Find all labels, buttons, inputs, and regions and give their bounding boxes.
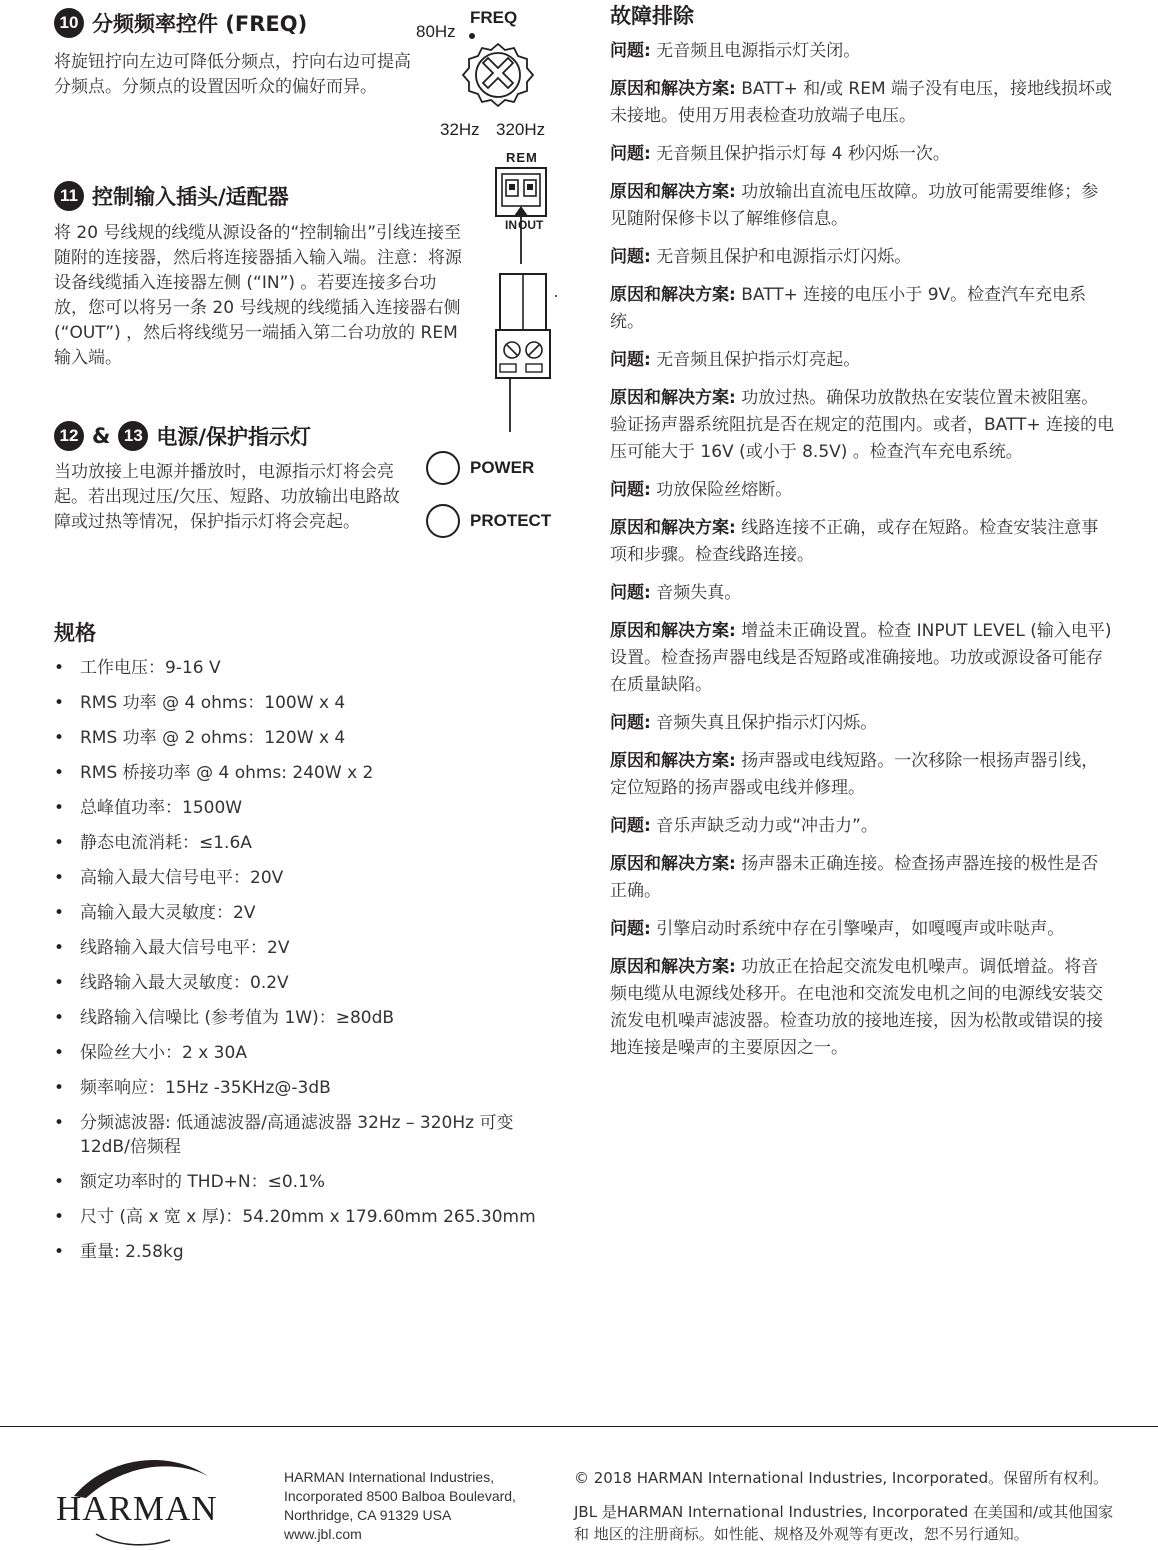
spec-item: • RMS 功率 @ 4 ohms：100W x 4 <box>54 691 554 715</box>
troubleshooting-problem <box>610 710 1115 737</box>
problem-label: 问题: <box>610 919 651 939</box>
knob-label-80hz: 80Hz <box>416 22 456 41</box>
problem-text: 音频失真。 <box>650 583 742 603</box>
website-link[interactable]: www.jbl.com <box>284 1526 362 1542</box>
troubleshooting-solution <box>610 282 1115 336</box>
spec-item: • 分频滤波器: 低通滤波器/高通滤波器 32Hz – 320Hz 可变 12dB/倍频程 <box>54 1111 554 1159</box>
problem-text: 引擎启动时系统中存在引擎噪声，如嘎嘎声或咔哒声。 <box>650 919 1065 939</box>
spec-item: • 高输入最大灵敏度：2V <box>54 901 554 925</box>
harman-logo-text: HARMAN <box>56 1489 218 1528</box>
indicator-heading <box>54 421 311 451</box>
troubleshooting-problem <box>610 813 1115 840</box>
solution-text: 增益未正确设置。检查 INPUT LEVEL (输入电平) 设置。检查扬声器电线是否短路或准确接地。功放或源设备可能存在质量缺陷。 <box>610 621 1112 695</box>
freq-heading <box>54 8 307 38</box>
solution-label: 原因和解决方案: <box>610 182 736 202</box>
spec-item: • 线路输入最大信号电平：2V <box>54 936 554 960</box>
footer-address <box>284 1468 554 1544</box>
troubleshooting-problem <box>610 580 1115 607</box>
connector-label-rem: REM <box>506 150 538 165</box>
solution-text: 扬声器未正确连接。检查扬声器连接的极性是否正确。 <box>610 854 1099 901</box>
spec-item: • 静态电流消耗：≤1.6A <box>54 831 554 855</box>
troubleshooting-problem <box>610 916 1115 943</box>
protect-indicator <box>426 504 551 538</box>
address-line: Northridge, CA 91329 USA <box>284 1507 452 1523</box>
rem-connector-icon <box>490 164 560 434</box>
troubleshooting-solution <box>610 618 1115 699</box>
address-line: HARMAN International Industries, <box>284 1469 495 1485</box>
problem-text: 功放保险丝熔断。 <box>650 480 793 500</box>
solution-text: 功放正在拾起交流发电机噪声。调低增益。将音频电缆从电源线处移开。在电池和交流发电机之间的电源线安装交流发电机噪声滤波器。检查功放的接地连接，因为松散或错误的接地连接是噪声的主要原因之一。 <box>610 957 1103 1058</box>
solution-text: BATT+ 连接的电压小于 9V。检查汽车充电系统。 <box>610 285 1087 332</box>
solution-label: 原因和解决方案: <box>610 751 736 771</box>
address-line: Incorporated 8500 Balboa Boulevard, <box>284 1488 516 1504</box>
troubleshooting-solution <box>610 954 1115 1062</box>
power-led-icon <box>426 451 460 485</box>
problem-text: 无音频且电源指示灯关闭。 <box>650 41 861 61</box>
section-number-10: 10 <box>54 8 84 38</box>
spec-item: • 线路输入信噪比 (参考值为 1W)：≥80dB <box>54 1006 554 1030</box>
problem-label: 问题: <box>610 350 651 370</box>
problem-label: 问题: <box>610 713 651 733</box>
spec-item: • 总峰值功率：1500W <box>54 796 554 820</box>
spec-item: • 高输入最大信号电平：20V <box>54 866 554 890</box>
problem-text: 无音频且保护和电源指示灯闪烁。 <box>650 247 912 267</box>
section-number-13: 13 <box>118 421 148 451</box>
connector-label-out: OUT <box>518 218 544 232</box>
harman-logo-icon <box>56 1452 232 1550</box>
troubleshooting-solution <box>610 748 1115 802</box>
indicator-title: 电源/保护指示灯 <box>156 425 311 449</box>
solution-label: 原因和解决方案: <box>610 388 736 408</box>
troubleshooting-problem <box>610 141 1115 168</box>
solution-text: BATT+ 和/或 REM 端子没有电压，接地线损坏或未接地。使用万用表检查功放端子电压。 <box>610 79 1113 126</box>
spec-item: • RMS 桥接功率 @ 4 ohms: 240W x 2 <box>54 761 554 785</box>
spec-item: • 线路输入最大灵敏度：0.2V <box>54 971 554 995</box>
troubleshooting-solution <box>610 76 1115 130</box>
problem-label: 问题: <box>610 247 651 267</box>
specs-list <box>54 656 554 1275</box>
freq-description: 将旋钮拧向左边可降低分频点，拧向右边可提高分频点。分频点的设置因听众的偏好而异。 <box>54 52 411 97</box>
troubleshooting-solution <box>610 179 1115 233</box>
troubleshooting-solution <box>610 385 1115 466</box>
troubleshooting-list <box>610 38 1115 1073</box>
section-number-11: 11 <box>54 181 84 211</box>
problem-label: 问题: <box>610 41 651 61</box>
solution-label: 原因和解决方案: <box>610 79 736 99</box>
knob-label-freq: FREQ <box>470 8 518 27</box>
rem-title: 控制输入插头/适配器 <box>92 185 289 209</box>
knob-label-32hz: 32Hz <box>440 120 480 139</box>
solution-text: 扬声器或电线短路。一次移除一根扬声器引线，定位短路的扬声器或电线并修理。 <box>610 751 1099 798</box>
spec-item: • 保险丝大小：2 x 30A <box>54 1041 554 1065</box>
spec-item: • 重量: 2.58kg <box>54 1240 554 1264</box>
problem-label: 问题: <box>610 816 651 836</box>
troubleshooting-title: 故障排除 <box>610 4 694 28</box>
knob-label-320hz: 320Hz <box>496 120 546 139</box>
section-ampersand: & <box>92 424 111 448</box>
troubleshooting-problem <box>610 38 1115 65</box>
freq-title: 分频频率控件 (FREQ) <box>92 12 308 36</box>
solution-text: 线路连接不正确，或存在短路。检查安装注意事项和步骤。检查线路连接。 <box>610 518 1099 565</box>
problem-label: 问题: <box>610 144 651 164</box>
troubleshooting-solution <box>610 515 1115 569</box>
freq-knob-icon[interactable] <box>450 30 546 122</box>
rem-description: 将 20 号线规的线缆从源设备的“控制输出”引线连接至随附的连接器，然后将连接器插入输入端。注意：将源设备线缆插入连接器左侧 (“IN”) 。若要连接多台功放，您可以将另一条 20 号线规的线缆插入连接器右侧 (“OUT”) ，然后将线缆另一端插入第二台功放的 REM 输入端。 <box>54 223 462 368</box>
troubleshooting-problem <box>610 477 1115 504</box>
solution-text: 功放过热。确保功放散热在安装位置未被阻塞。验证扬声器系统阻抗是否在规定的范围内。或者，BATT+ 连接的电压可能大于 16V (或小于 8.5V) 。检查汽车充电系统。 <box>610 388 1115 462</box>
spec-item: • 工作电压：9-16 V <box>54 656 554 680</box>
problem-label: 问题: <box>610 480 651 500</box>
indicator-description: 当功放接上电源并播放时，电源指示灯将会亮起。若出现过压/欠压、短路、功放输出电路故障或过热等情况，保护指示灯将会亮起。 <box>54 462 400 532</box>
problem-text: 音乐声缺乏动力或“冲击力”。 <box>650 816 878 836</box>
power-indicator <box>426 451 534 485</box>
protect-label: PROTECT <box>470 511 552 530</box>
troubleshooting-problem <box>610 347 1115 374</box>
solution-label: 原因和解决方案: <box>610 518 736 538</box>
protect-led-icon <box>426 504 460 538</box>
footer-trademark: JBL 是HARMAN International Industries, Incorporated 在美国和/或其他国家和 地区的注册商标。如性能、规格及外观等有更改，恕不另行通知。 <box>574 1503 1114 1543</box>
spec-item: • 频率响应：15Hz -35KHz@-3dB <box>54 1076 554 1100</box>
solution-label: 原因和解决方案: <box>610 854 736 874</box>
troubleshooting-problem <box>610 244 1115 271</box>
problem-text: 无音频且保护指示灯亮起。 <box>650 350 861 370</box>
solution-label: 原因和解决方案: <box>610 957 736 977</box>
problem-label: 问题: <box>610 583 651 603</box>
solution-label: 原因和解决方案: <box>610 285 736 305</box>
solution-text: 功放输出直流电压故障。功放可能需要维修；参见随附保修卡以了解维修信息。 <box>610 182 1099 229</box>
footer-divider <box>0 1426 1158 1427</box>
problem-text: 音频失真且保护指示灯闪烁。 <box>650 713 878 733</box>
troubleshooting-solution <box>610 851 1115 905</box>
rem-heading <box>54 181 289 211</box>
spec-item: • 尺寸 (高 x 宽 x 厚)：54.20mm x 179.60mm 265.30mm <box>54 1205 554 1229</box>
spec-item: • 额定功率时的 THD+N：≤0.1% <box>54 1170 554 1194</box>
spec-item: • RMS 功率 @ 2 ohms：120W x 4 <box>54 726 554 750</box>
solution-label: 原因和解决方案: <box>610 621 736 641</box>
footer-copyright: © 2018 HARMAN International Industries, Incorporated。保留所有权利。 <box>574 1469 1109 1487</box>
section-number-12: 12 <box>54 421 84 451</box>
power-label: POWER <box>470 458 535 477</box>
specs-title: 规格 <box>54 621 96 645</box>
connector-label-in: IN <box>505 218 517 232</box>
problem-text: 无音频且保护指示灯每 4 秒闪烁一次。 <box>650 144 950 164</box>
connector-in-out-labels <box>505 218 543 232</box>
